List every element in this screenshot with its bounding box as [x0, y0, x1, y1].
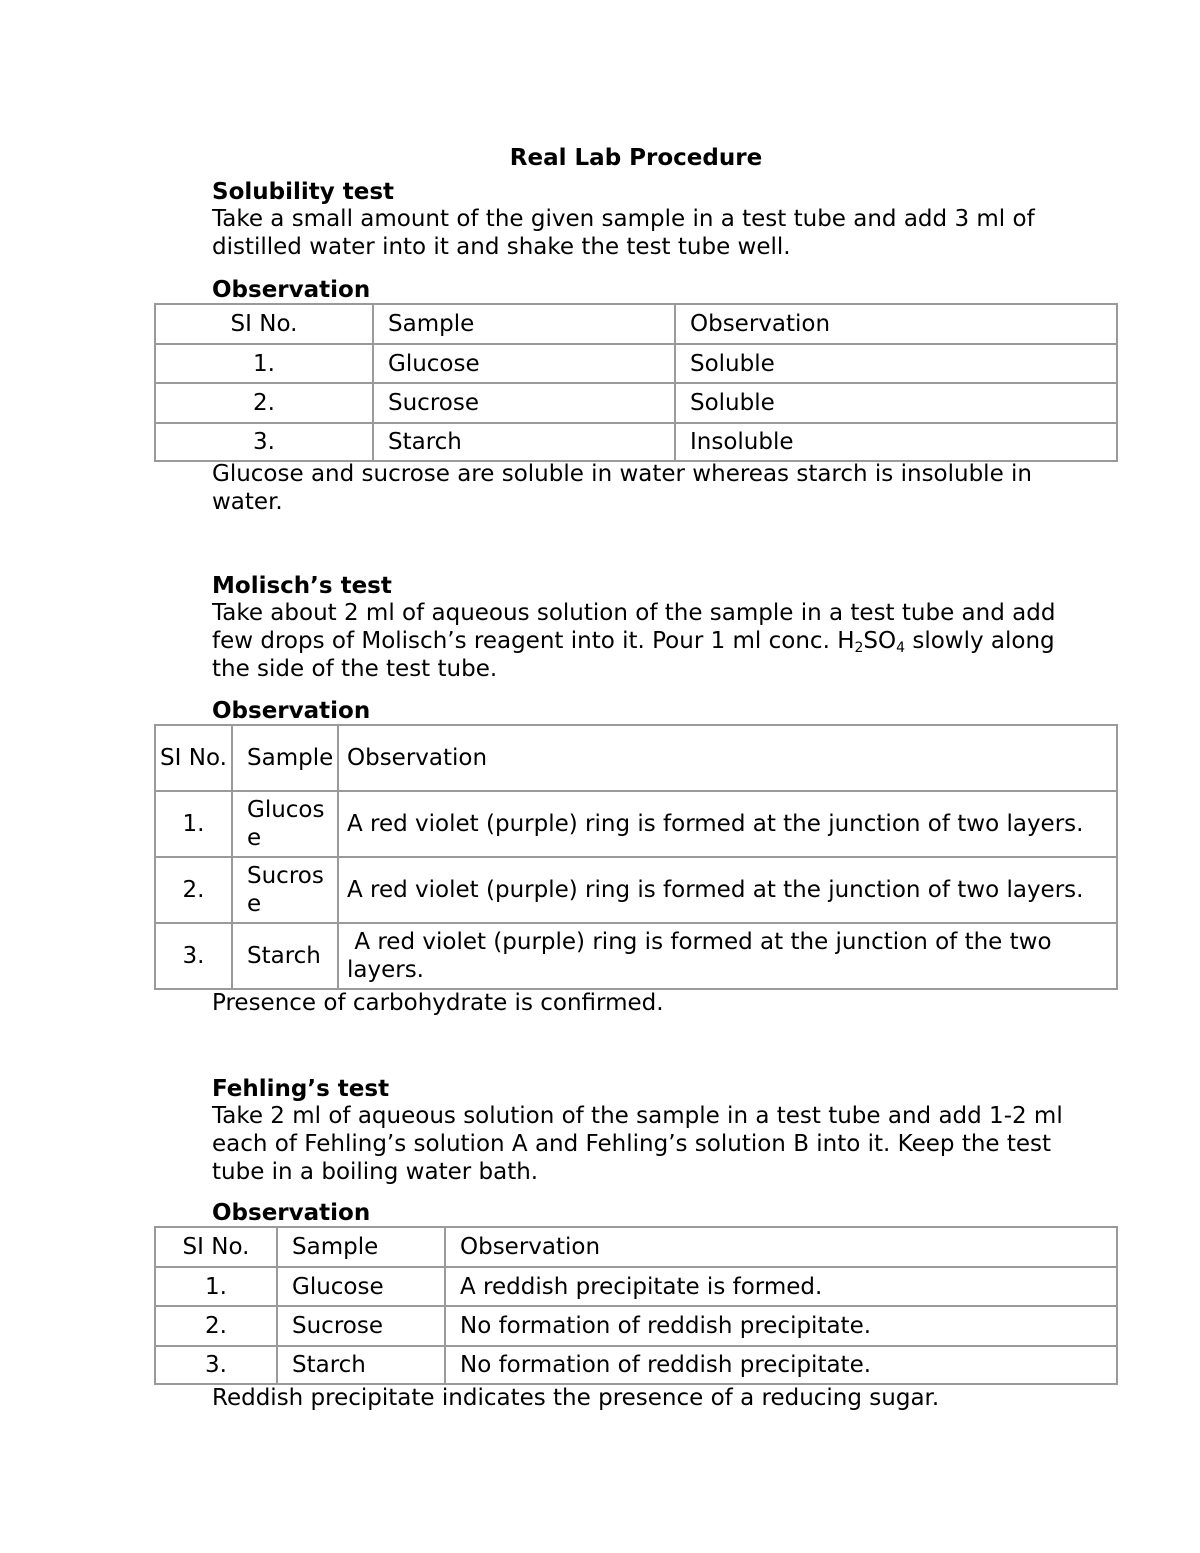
table-row [155, 923, 1117, 989]
header-sample: Sample [232, 725, 338, 791]
header-sample: Sample [373, 304, 675, 344]
table-header-row [155, 725, 1117, 791]
cell-observation: Soluble [675, 344, 1117, 383]
table-header-row [155, 304, 1117, 344]
cell-observation: Soluble [675, 383, 1117, 423]
cell-observation: No formation of reddish precipitate. [445, 1306, 1117, 1346]
cell-no: 2. [155, 383, 373, 423]
table-row [155, 423, 1117, 461]
cell-sample: Starch [373, 423, 675, 461]
cell-observation: A red violet (purple) ring is formed at the junction of the two layers. [338, 923, 1117, 989]
header-observation: Observation [675, 304, 1117, 344]
cell-observation: No formation of reddish precipitate. [445, 1346, 1117, 1384]
cell-sample: Sucrose [373, 383, 675, 423]
molisch-table [154, 724, 1118, 990]
header-sample: Sample [277, 1227, 445, 1267]
cell-sample: Sucrose [277, 1306, 445, 1346]
cell-sample: Glucose [277, 1267, 445, 1306]
fehling-table [154, 1226, 1118, 1385]
cell-observation: A red violet (purple) ring is formed at the junction of two layers. [338, 857, 1117, 923]
table-row [155, 1267, 1117, 1306]
cell-no: 2. [155, 857, 232, 923]
molisch-conclusion: Presence of carbohydrate is confirmed. [212, 990, 664, 1016]
table-row [155, 791, 1117, 857]
table-row [155, 857, 1117, 923]
solubility-heading: Solubility test [212, 179, 395, 205]
cell-sample: Sucrose [232, 857, 338, 923]
cell-no: 1. [155, 1267, 277, 1306]
header-observation: Observation [445, 1227, 1117, 1267]
solubility-conclusion: Glucose and sucrose are soluble in water whereas starch is insoluble in water. [212, 461, 1033, 515]
cell-sample: Glucose [373, 344, 675, 383]
fehling-procedure: Take 2 ml of aqueous solution of the sample in a test tube and add 1-2 ml each of Fehling’s solution A and Fehling’s solution B into it. Keep the test tube in a boiling water bath. [212, 1103, 1063, 1185]
cell-no: 3. [155, 1346, 277, 1384]
cell-observation: A red violet (purple) ring is formed at the junction of two layers. [338, 791, 1117, 857]
table-row [155, 344, 1117, 383]
fehling-heading: Fehling’s test [212, 1076, 390, 1102]
header-si-no: SI No. [155, 1227, 277, 1267]
molisch-procedure: Take about 2 ml of aqueous solution of the sample in a test tube and add few drops of Molisch’s reagent into it. Pour 1 ml conc. $H_2SO_4$ slowly along the side of the test tube. [212, 600, 1056, 682]
cell-observation: A reddish precipitate is formed. [445, 1267, 1117, 1306]
molisch-observation-heading: Observation [212, 698, 371, 724]
table-row [155, 1306, 1117, 1346]
fehling-conclusion: Reddish precipitate indicates the presence of a reducing sugar. [212, 1385, 940, 1411]
cell-no: 1. [155, 791, 232, 857]
cell-no: 1. [155, 344, 373, 383]
page-title: Real Lab Procedure [509, 145, 763, 171]
fehling-observation-heading: Observation [212, 1200, 371, 1226]
cell-sample: Starch [277, 1346, 445, 1384]
header-si-no: SI No. [155, 304, 373, 344]
cell-observation: Insoluble [675, 423, 1117, 461]
header-si-no: SI No. [155, 725, 232, 791]
cell-no: 3. [155, 423, 373, 461]
table-row [155, 1346, 1117, 1384]
cell-no: 3. [155, 923, 232, 989]
solubility-table [154, 303, 1118, 462]
solubility-procedure: Take a small amount of the given sample in a test tube and add 3 ml of distilled water into it and shake the test tube well. [212, 206, 1035, 260]
cell-sample: Glucose [232, 791, 338, 857]
table-row [155, 383, 1117, 423]
cell-sample: Starch [232, 923, 338, 989]
table-header-row [155, 1227, 1117, 1267]
header-observation: Observation [338, 725, 1117, 791]
molisch-heading: Molisch’s test [212, 573, 392, 599]
cell-no: 2. [155, 1306, 277, 1346]
solubility-observation-heading: Observation [212, 277, 371, 303]
